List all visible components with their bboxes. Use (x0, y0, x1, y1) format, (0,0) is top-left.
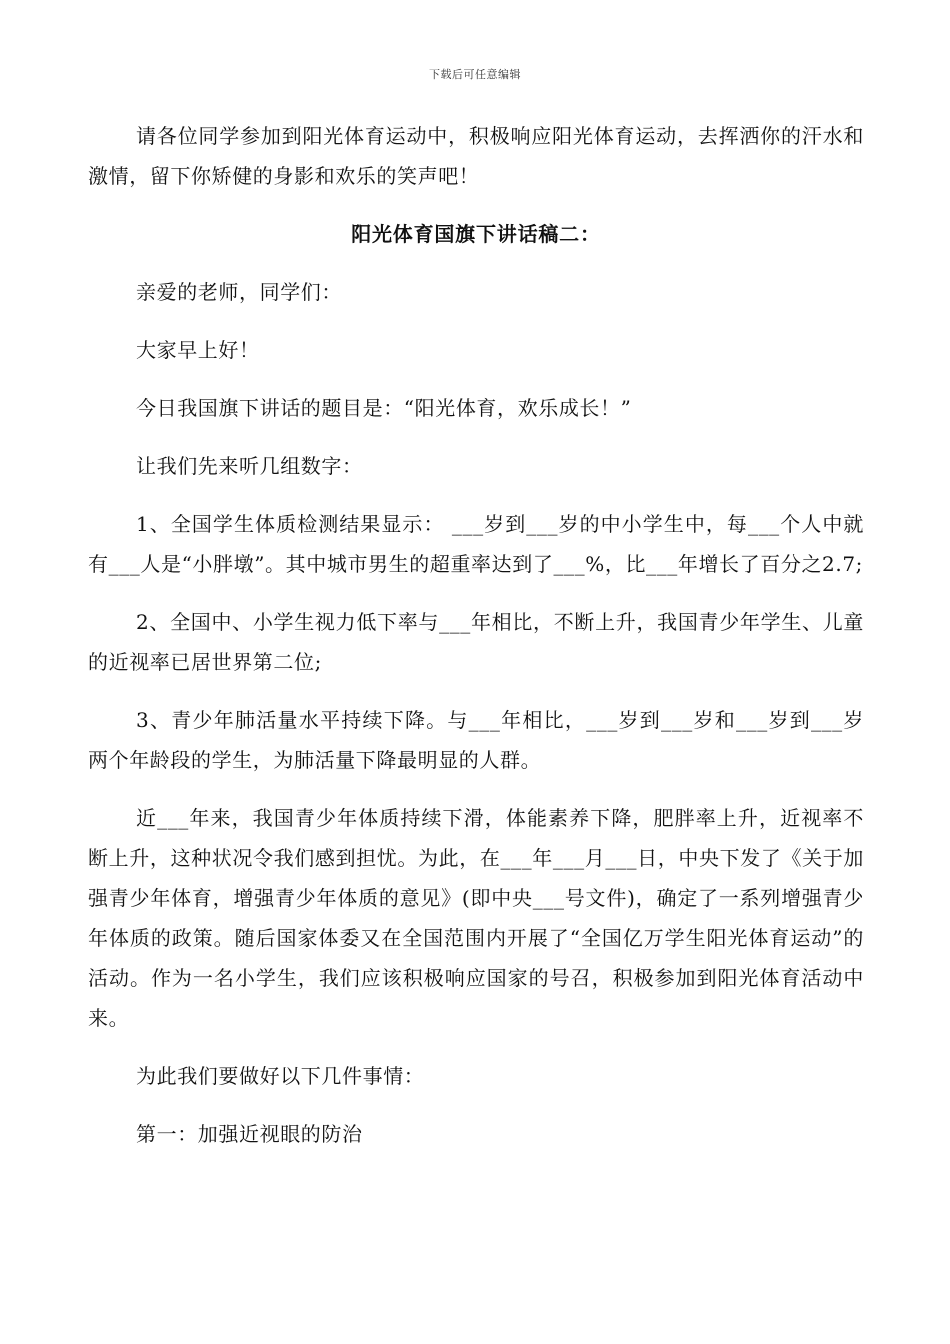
paragraph-item-1: 1、全国学生体质检测结果显示： ___岁到___岁的中小学生中，每___个人中就有___人是“小胖墩”。其中城市男生的超重率达到了___%，比___年增长了百分之2.7; (88, 512, 864, 576)
page-header: 下载后可任意编辑 (429, 68, 521, 81)
paragraph-topic: 今日我国旗下讲话的题目是：“阳光体育，欢乐成长！” (136, 396, 632, 420)
paragraph-greeting: 亲爱的老师，同学们： (136, 280, 342, 304)
paragraph-recent-years: 近___年来，我国青少年体质持续下滑，体能素养下降，肥胖率上升，近视率不断上升，这种状况令我们感到担忧。为此，在___年___月___日，中央下发了《关于加强青少年体育，增强青少年体质的意见》(即中央___号文件)，确定了一系列增强青少年体质的政策。随后国家体委又在全国范围内开展了“全国亿万学生阳光体育运动”的活动。作为一名小学生，我们应该积极响应国家的号召，积极参加到阳光体育活动中来。 (88, 806, 864, 1030)
document-body (88, 116, 864, 1154)
paragraph-intro: 请各位同学参加到阳光体育运动中，积极响应阳光体育运动，去挥洒你的汗水和激情，留下你矫健的身影和欢乐的笑声吧！ (88, 124, 864, 188)
section-title: 阳光体育国旗下讲话稿二： (351, 222, 601, 246)
paragraph-first-item: 第一：加强近视眼的防治 (136, 1122, 363, 1146)
paragraph-item-2: 2、全国中、小学生视力低下率与___年相比，不断上升，我国青少年学生、儿童的近视率已居世界第二位; (88, 610, 864, 674)
paragraph-listen: 让我们先来听几组数字： (136, 454, 363, 478)
paragraph-morning: 大家早上好！ (136, 338, 260, 362)
paragraph-todo: 为此我们要做好以下几件事情： (136, 1064, 425, 1088)
paragraph-item-3: 3、青少年肺活量水平持续下降。与___年相比，___岁到___岁和___岁到___岁两个年龄段的学生，为肺活量下降最明显的人群。 (88, 708, 864, 772)
